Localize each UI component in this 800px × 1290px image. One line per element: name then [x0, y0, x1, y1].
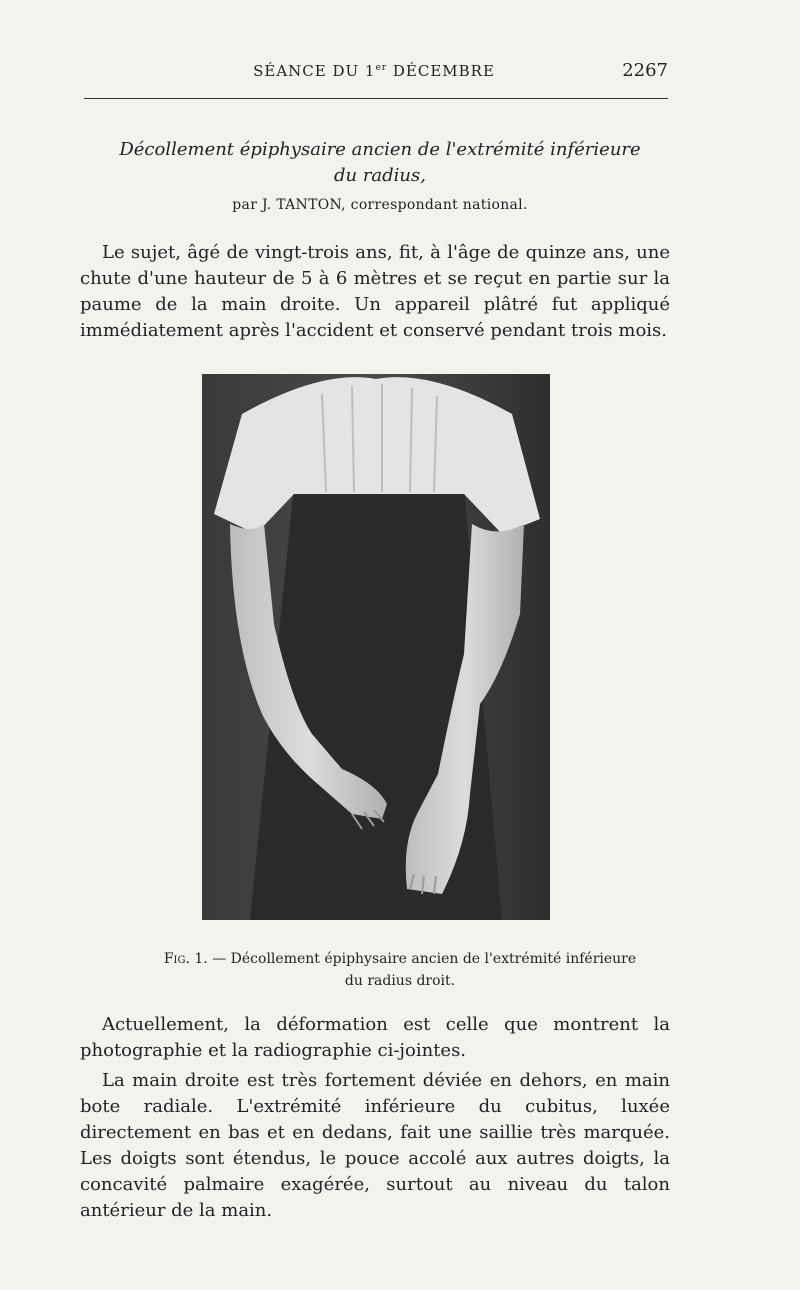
paragraphs-2-3	[80, 1012, 670, 1228]
paragraph-3-text: La main droite est très fortement déviée en dehors, en main bote radiale. L'extrémité inférieure du cubitus, luxée directement en bas et en dedans, fait une saillie très marquée. Les doigts sont étendus, le pouce accolé aux autres doigts, la concavité palmaire exagérée, surtout au niveau du talon antérieur de la main.	[80, 1070, 670, 1221]
article-byline: par J. TANTON, correspondant national.	[232, 197, 528, 213]
header-rule	[84, 98, 668, 99]
article-title-line2: du radius,	[333, 165, 426, 186]
header-title-post: DÉCEMBRE	[387, 62, 495, 80]
figure-caption-text1: — Décollement épiphysaire ancien de l'extrémité inférieure	[212, 951, 637, 967]
paragraph-2-text: Actuellement, la déformation est celle que montrent la photographie et la radiographie ci-jointes.	[80, 1014, 670, 1061]
header-title-pre: SÉANCE DU 1	[253, 62, 376, 80]
paragraph-1-text: Le sujet, âgé de vingt-trois ans, fit, à l'âge de quinze ans, une chute d'une hauteur de 5 à 6 mètres et se reçut en partie sur la paume de la main droite. Un appareil plâtré fut appliqué immédiatement après l'accident et conservé pendant trois mois.	[80, 242, 670, 341]
figure-caption-line1	[80, 948, 720, 970]
photograph-illustration	[202, 374, 550, 920]
header-title	[80, 62, 668, 80]
header-title-sup: er	[375, 63, 388, 73]
figure-photograph	[202, 374, 550, 920]
figure-caption-line2: du radius droit.	[344, 973, 456, 989]
running-header	[80, 58, 668, 88]
paragraph-1	[80, 240, 670, 344]
page-number: 2267	[622, 60, 668, 81]
figure-label: Fig. 1.	[163, 951, 208, 967]
article-title-line1: Décollement épiphysaire ancien de l'extrémité inférieure	[119, 139, 641, 160]
